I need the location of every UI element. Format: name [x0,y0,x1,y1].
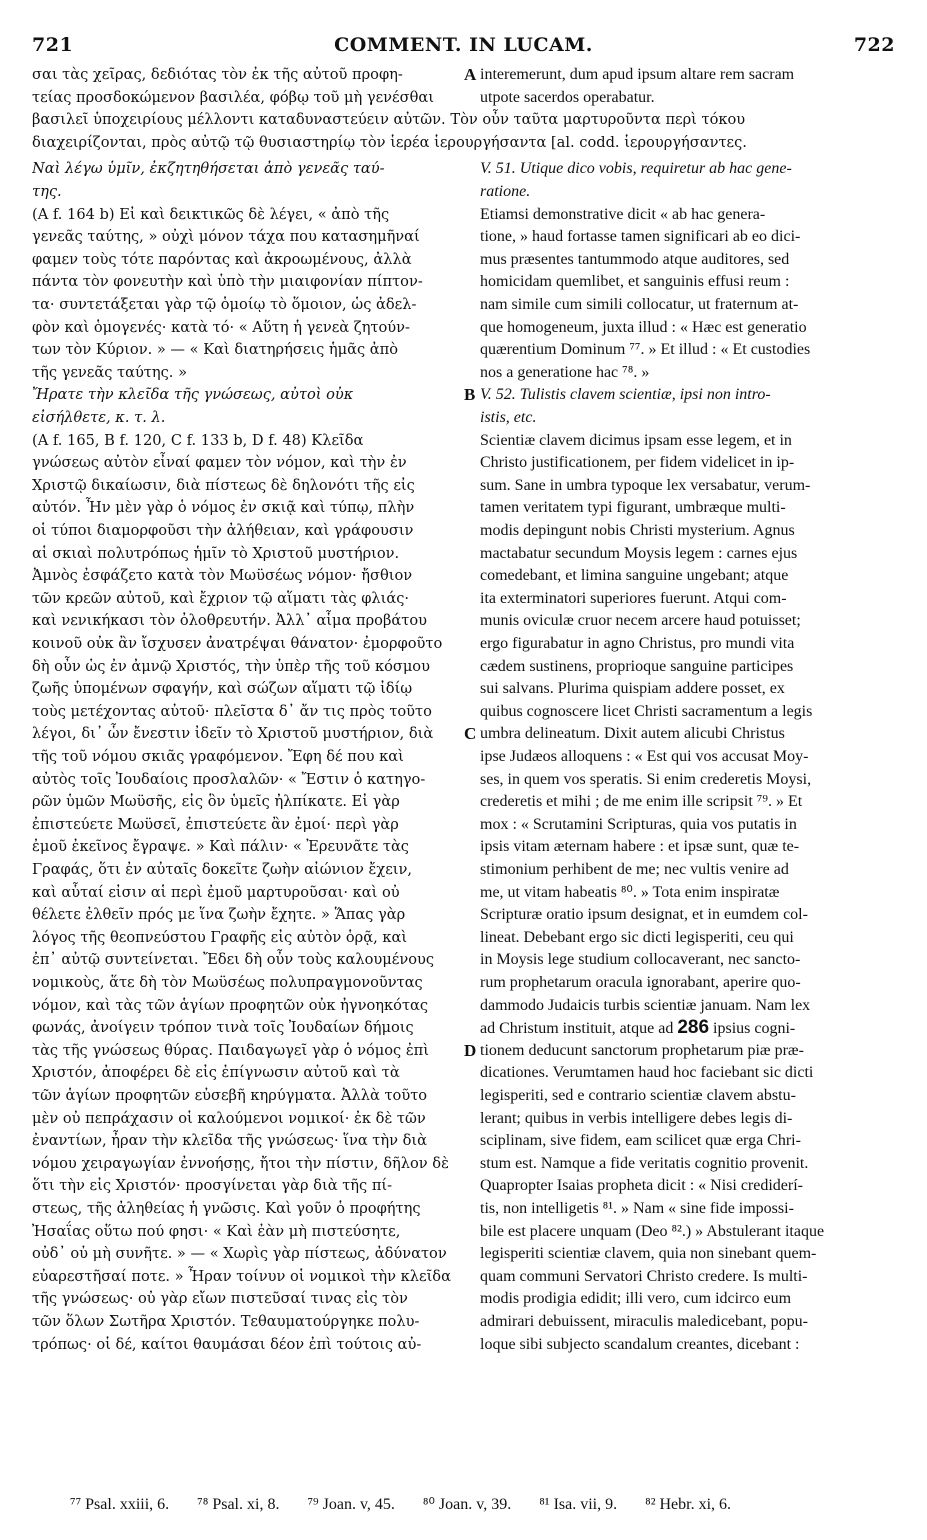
greek-line: Χριστόν, ἀποφέρει δὲ εἰς ἐπίγνωσιν αὐτοῦ καὶ τὰ [32,1064,400,1082]
latin-line: lerant; quibus in verbis intelligere debes legis di- [480,1109,793,1127]
greek-line: κοινοῦ οὐκ ἂν ἴσχυσεν ἀνατρέψαι θάνατον· ἐμορφοῦτο [32,635,443,652]
greek-line: σαι τὰς χεῖρας, δεδιότας τὸν ἐκ τῆς αὐτοῦ προφη- [32,66,403,83]
latin-line: tionem deducunt sanctorum prophetarum piæ præ- [480,1041,804,1059]
greek-line: ἐναντίων, ἦραν τὴν κλεῖδα τῆς γνώσεως· ἵνα τὴν διὰ [32,1132,428,1150]
footnote: ⁷⁷ Psal. xxiii, 6. [70,1496,170,1513]
greek-line: οἱ τύποι διαμορφοῦσι τὴν ἀλήθειαν, καὶ γράφουσιν [32,522,414,539]
latin-line: lineat. Debebant ergo sic dicti legisperiti, ceu qui [480,928,794,946]
greek-line: λόγος τῆς θεοπνεύστου Γραφῆς εἰς αὐτὸν ὁρᾷ, καὶ [32,928,408,946]
greek-line: Ἀμνὸς ἐσφάζετο κατὰ τὸν Μωϋσέως νόμον· ἤσθιον [32,567,413,585]
greek-line: τρόπως· οἱ δέ, καίτοι θαυμάσαι δέον ἐπὶ τούτοις αὐ- [32,1335,422,1353]
greek-line: αἱ σκιαὶ πολυτρόπως ἡμῖν τὸ Χριστοῦ μυστήριον. [32,544,400,562]
greek-line: τῶν ἁγίων προφητῶν εὐσεβῆ κηρύγματα. Ἀλλὰ τοῦτο [32,1087,428,1104]
latin-line: quam communi Servatori Christo credere. Is multi- [480,1267,808,1285]
greek-line: ζωῆς ὑπομένων σφαγήν, καὶ σώζων αἵματι τῷ ἰδίῳ [32,680,413,698]
latin-line: crederetis et mihi ; de me enim ille scripsit ⁷⁹. » Et [480,793,803,811]
margin-letter: B [464,385,476,405]
latin-line: ergo figurabatur in agno Christus, pro mundi vita [480,635,795,652]
latin-line: mus præsentes tantummodo atque auditores, sed [480,250,790,268]
latin-line: Christo justificationem, per fidem videlicet in ip- [480,454,795,472]
latin-line: in Moysis lege studium collocaverant, nec sancto- [480,951,801,969]
latin-line: V. 52. Tulistis clavem scientiæ, ipsi non intro- [480,386,771,404]
greek-line: γνώσεως αὐτὸν εἶναί φαμεν τὸν νόμον, καὶ τὴν ἐν [32,454,407,472]
greek-line: αὐτόν. Ἦν μὲν γὰρ ὁ νόμος ἐν σκιᾷ καὶ τύπῳ, πλὴν [32,499,415,517]
greek-line: ἐπ᾽ αὐτῷ συντείνεται. Ἔδει δὴ οὖν τοὺς καλουμένους [32,951,435,969]
greek-line: νόμου χειραγωγίαν ἐννοήσῃς, ἤτοι τὴν πίστιν, δῆλον δὲ [32,1154,449,1172]
greek-line: των τὸν Κύριον. » — « Καὶ διατηρήσεις ἡμᾶς ἀπὸ [32,341,399,359]
latin-text: ipsius cogni- [709,1020,796,1038]
latin-line: Quapropter Isaias propheta dicit : « Nisi crediderí- [480,1177,803,1195]
greek-line: (A f. 165, B f. 120, C f. 133 b, D f. 48) Κλεῖδα [32,431,364,449]
greek-line: τῆς τοῦ νόμου σκιᾶς γραφόμενον. Ἔφη δέ που καὶ [32,748,404,765]
footnote: ⁷⁹ Joan. v, 45. [307,1496,395,1513]
greek-line: φωνάς, ἀνοίγειν τρόπον τινὰ τοῖς Ἰουδαίων δήμοις [32,1019,414,1037]
latin-line: sui salvans. Plurima quispiam addere posset, ex [480,680,785,698]
greek-line: Ἠσαΐας οὕτω πού φησι· « Καὶ ἐὰν μὴ πιστεύσητε, [32,1222,401,1240]
page-marker-286: 286 [677,1017,710,1039]
page-number-right: 722 [853,34,895,56]
greek-line: καὶ αὗταί εἰσιν αἱ περὶ ἐμοῦ μαρτυροῦσαι· καὶ οὐ [32,883,400,901]
greek-line: στεως, τῆς ἀληθείας ἡ γνῶσις. Καὶ γοῦν ὁ προφήτης [32,1200,421,1217]
latin-line: modis prodigia edidit; illi vero, cum idcirco eum [480,1290,792,1308]
spanning-line: βασιλεῖ ὑποχειρίους μέλλοντι καταδυναστεύειν αὐτῶν. Τὸν οὖν ταῦτα μαρτυροῦντα περὶ τόκου [32,111,746,129]
latin-line: homicidam quemlibet, et sanguinis effusi reum : [480,273,790,291]
latin-line: umbra delineatum. Dixit autem alicubi Christus [480,725,785,743]
page-number-left: 721 [32,34,74,56]
latin-line: legisperiti, sed e contrario scientiæ clavem abstu- [480,1087,796,1104]
latin-line: comedebant, et limina sanguine ungebant; atque [480,567,789,585]
greek-line: αὐτὸς τοῖς Ἰουδαίοις προσλαλῶν· « Ἔστιν ὁ κατηγο- [32,770,426,788]
latin-line: tamen veritatem typi figurant, umbræque multi- [480,499,786,517]
greek-line: τείας προσδοκώμενον βασιλέα, φόβῳ τοῦ μὴ γενέσθαι [32,88,434,106]
greek-line: Χριστῷ δικαίωσιν, διὰ πίστεως δὲ δηλονότι τῆς εἰς [32,476,415,494]
latin-line: mactabatur secundum Moysis legem : carnes ejus [480,544,798,562]
latin-line: legisperiti scientiæ clavem, quia non sinebant quem- [480,1245,817,1263]
greek-line: της. [32,183,62,200]
greek-line: τῆς γνώσεως· οὐ γὰρ εἴων πιστεῦσαί τινας εἰς τὸν [32,1290,408,1308]
latin-line: tis, non intelligetis ⁸¹. » Nam « sine fide impossi- [480,1200,794,1217]
greek-line: τῆς γενεᾶς ταύτης. » [32,363,188,381]
greek-line: τῶν κρεῶν αὐτοῦ, καὶ ἔχριον τῷ αἵματι τὰς φλιάς· [32,589,410,607]
footnote: ⁸¹ Isa. vii, 9. [539,1496,618,1513]
latin-line: Etiamsi demonstrative dicit « ab hac genera- [480,205,766,223]
greek-line: καὶ νενικήκασι τὸν ὀλοθρευτήν. Ἀλλ᾽ αἷμα προβάτου [32,612,427,630]
margin-letter: D [464,1040,477,1060]
latin-line [480,1017,896,1039]
greek-line: γενεᾶς ταύτης, » οὐχὶ μόνον τάχα που κατασημῆναί [32,228,420,246]
latin-line: stimonium perhibent de me; nec vultis venire ad [480,861,789,878]
footnotes [70,1494,890,1518]
latin-line: dammodo Judaicis turbis scientiæ januam. Nam lex [480,996,811,1014]
greek-line: νόμον, καὶ τὰς τῶν ἁγίων προφητῶν οὐκ ἠγνοηκότας [32,996,429,1014]
latin-line: V. 51. Utique dico vobis, requiretur ab hac gene- [480,160,792,178]
latin-line: bile est placere unquam (Deo ⁸².) » Abstulerant itaque [480,1222,825,1240]
latin-line: Scripturæ oratio ipsum designat, et in eumdem col- [480,906,808,924]
footnote: ⁷⁸ Psal. xi, 8. [197,1496,280,1513]
latin-line: Scientiæ clavem dicimus ipsam esse legem, et in [480,431,792,449]
latin-line: interemerunt, dum apud ipsum altare rem sacram [480,66,795,83]
latin-line: nos a generatione hac ⁷⁸. » [480,363,650,381]
latin-line: istis, etc. [480,409,537,426]
greek-line: εὐαρεστῆσαί ποτε. » Ἦραν τοίνυν οἱ νομικοὶ τὴν κλεῖδα [32,1267,451,1285]
greek-line: τοὺς μετέχοντας αὐτοῦ· πλεῖστα δ᾽ ἄν τις πρὸς τοῦτο [32,702,432,720]
greek-line: φαμεν τοὺς τότε παρόντας καὶ ἀκροωμένους, ἀλλὰ [32,250,412,268]
greek-line: νομικοὺς, ἅτε δὴ τὸν Μωϋσέως πολυπραγμονοῦντας [32,974,423,991]
greek-line: ὅτι τὴν εἰς Χριστόν· προσγίνεται γὰρ διὰ τῆς πί- [32,1177,393,1195]
latin-text: ad Christum instituit, atque ad [480,1020,678,1038]
latin-line: tione, » haud fortasse tamen significari ab eo dici- [480,228,801,246]
greek-line: ἐπιστεύετε Μωϋσεῖ, ἐπιστεύετε ἂν ἐμοί· περὶ γὰρ [32,815,399,833]
greek-line: θέλετε ἐλθεῖν πρός με ἵνα ζωὴν ἔχητε. » Ἅπας γὰρ [32,906,406,924]
latin-line: cædem sustinens, proprioque sanguine participes [480,657,794,675]
latin-line: ses, in quem vos speratis. Si enim crederetis Moysi, [480,770,812,788]
running-title: COMMENT. IN LUCAM. [334,34,593,56]
margin-letter: A [464,65,477,84]
greek-line: Ἤρατε τὴν κλεῖδα τῆς γνώσεως, αὐτοὶ οὐκ [32,386,354,404]
greek-line: τὰς τῆς γνώσεως θύρας. Παιδαγωγεῖ γὰρ ὁ νόμος ἐπὶ [32,1041,429,1059]
footnote: ⁸² Hebr. xi, 6. [645,1496,732,1513]
latin-line: quærentium Dominum ⁷⁷. » Et illud : « Et custodies [480,341,811,359]
greek-line: μὲν οὐ πεπράχασιν οἱ καλούμενοι νομικοί· ἐκ δὲ τῶν [32,1109,426,1127]
latin-line: ipsis vitam æternam habere : et ipsæ sunt, quæ te- [480,838,800,856]
latin-line: nam simile cum simili collocatur, ut fraternum at- [480,296,799,313]
footnote: ⁸⁰ Joan. v, 39. [422,1496,512,1513]
latin-line: mox : « Scrutamini Scripturas, quia vos putatis in [480,815,797,833]
greek-line: δὴ οὖν ὡς ἐν ἀμνῷ Χριστός, τὴν ὑπὲρ τῆς τοῦ κόσμου [32,657,430,675]
greek-line: Γραφάς, ὅτι ἐν αὐταῖς δοκεῖτε ζωὴν αἰώνιον ἔχειν, [32,861,412,878]
latin-line: stum est. Namque a fide veritatis cognitio provenit. [480,1154,809,1172]
latin-line: rum prophetarum oracula ignorabant, aperire quo- [480,974,801,991]
greek-line: φὸν καὶ ὁμογενές· κατὰ τό· « Αὕτη ἡ γενεὰ ζητούν- [32,318,410,336]
latin-line: que homogeneum, juxta illud : « Hæc est generatio [480,318,807,336]
margin-letter: C [464,724,477,744]
greek-line: οὐδ᾽ οὐ μὴ συνῆτε. » — « Χωρὶς γὰρ πίστεως, ἀδύνατον [32,1245,447,1263]
latin-line: quibus cognoscere licet Christi sacramentum a legis [480,702,813,720]
latin-line: sum. Sane in umbra typoque lex versabatur, verum- [480,476,811,494]
spanning-line: διαχειρίζονται, πρὸς αὐτῷ τῷ θυσιαστηρίῳ τὸν ἱερέα ἱερουργήσαντα [al. codd. ἱερουργήσαντες. [32,133,747,151]
latin-line: modis depingunt nobis Christi mysterium. Agnus [480,522,795,539]
latin-line: sciplinam, sive fidem, eam scilicet quæ erga Chri- [480,1132,801,1150]
latin-line: utpote sacerdos operabatur. [480,88,655,106]
greek-line: Ναὶ λέγω ὑμῖν, ἐκζητηθήσεται ἀπὸ γενεᾶς ταύ- [32,160,385,178]
latin-line: munis oviculæ cruor necem arcere haud potuisset; [480,612,801,630]
greek-line: τα· συντετάξεται γὰρ τῷ ὁμοίῳ τὸ ὅμοιον, ὡς ἀδελ- [32,296,417,313]
latin-line: ita exterminatori superiores fuerunt. Atqui com- [480,589,787,607]
greek-line: εἰσήλθετε, κ. τ. λ. [32,409,166,426]
greek-line: τῶν ὅλων Σωτῆρα Χριστόν. Τεθαυματούργηκε πολυ- [32,1313,420,1330]
latin-line: ipse Judæos alloquens : « Est qui vos accusat Moy- [480,748,809,765]
greek-line: ἐμοῦ ἐκεῖνος ἔγραψε. » Καὶ πάλιν· « Ἐρευνᾶτε τὰς [32,838,409,856]
greek-line: ρῶν ὑμῶν Μωϋσῆς, εἰς ὃν ὑμεῖς ἠλπίκατε. Εἰ γὰρ [32,793,400,811]
latin-line: me, ut vitam habeatis ⁸⁰. » Tota enim inspiratæ [480,883,780,901]
latin-line: dicationes. Verumtamen haud hoc faciebant sic dicti [480,1064,814,1082]
greek-line: λέγοι, δι᾽ ὧν ἔνεστιν ἰδεῖν τὸ Χριστοῦ μυστήριον, διὰ [32,725,434,743]
greek-line: (A f. 164 b) Εἰ καὶ δεικτικῶς δὲ λέγει, « ἀπὸ τῆς [32,205,390,223]
latin-line: loque sibi subjecto scandalum creantes, dicebant : [480,1335,800,1353]
latin-line: admirari debuissent, miraculis maledicebant, popu- [480,1313,808,1330]
latin-line: ratione. [480,183,531,200]
greek-line: πάντα τὸν φονευτὴν καὶ ὑπὸ τὴν μιαιφονίαν πίπτον- [32,273,423,291]
